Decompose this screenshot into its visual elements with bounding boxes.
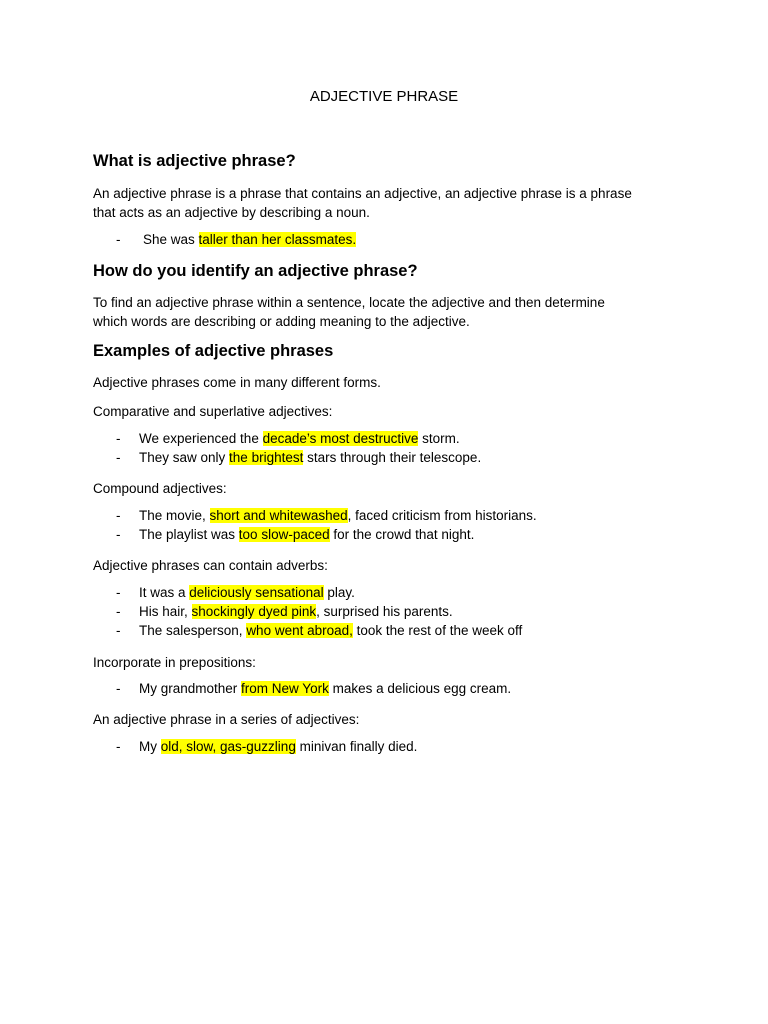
- bullet-dash: -: [116, 508, 121, 523]
- bullet-dash: -: [116, 232, 121, 247]
- group-label: Adjective phrases can contain adverbs:: [93, 558, 328, 573]
- heading-what-is: What is adjective phrase?: [93, 152, 296, 170]
- text-segment: makes a delicious egg cream.: [328, 681, 512, 696]
- heading-how-identify: How do you identify an adjective phrase?: [93, 262, 418, 280]
- list-item: [0, 604, 768, 624]
- list-item-text: [139, 431, 460, 446]
- list-item-text: [139, 623, 522, 638]
- list-item-text: [143, 232, 356, 247]
- text-segment: stars through their telescope.: [303, 450, 482, 465]
- text-segment: They saw only: [139, 450, 230, 465]
- group-label: Compound adjectives:: [93, 481, 227, 496]
- list-item-text: [139, 681, 511, 696]
- text-segment: His hair,: [139, 604, 192, 619]
- list-item: [0, 508, 768, 528]
- list-item-text: [139, 585, 355, 600]
- list-item-text: [139, 604, 453, 619]
- text-segment: My grandmother: [139, 681, 242, 696]
- group-label: Incorporate in prepositions:: [93, 655, 256, 670]
- list-item-text: [139, 508, 537, 523]
- list-item-text: [139, 527, 474, 542]
- group-label: An adjective phrase in a series of adjectives:: [93, 712, 360, 727]
- highlighted-phrase: taller than her classmates.: [198, 232, 357, 247]
- paragraph-definition: [93, 184, 632, 222]
- paragraph-line: To find an adjective phrase within a sentence, locate the adjective and then determine: [93, 295, 605, 310]
- highlighted-phrase: decade’s most destructive: [262, 431, 419, 446]
- list-item-text: [139, 450, 481, 465]
- bullet-dash: -: [116, 681, 121, 696]
- text-segment: took the rest of the week off: [352, 623, 523, 638]
- list-item: [0, 623, 768, 643]
- group-label: Comparative and superlative adjectives:: [93, 404, 333, 419]
- highlighted-phrase: short and whitewashed: [209, 508, 348, 523]
- heading-examples: Examples of adjective phrases: [93, 342, 334, 360]
- text-segment: She was: [143, 232, 199, 247]
- paragraph-intro: Adjective phrases come in many different forms.: [93, 375, 381, 390]
- paragraph-line: An adjective phrase is a phrase that contains an adjective, an adjective phrase is a phrase: [93, 186, 632, 201]
- list-item: [0, 431, 768, 451]
- text-segment: It was a: [139, 585, 190, 600]
- list-item: [0, 232, 768, 252]
- bullet-dash: -: [116, 585, 121, 600]
- highlighted-phrase: deliciously sensational: [189, 585, 324, 600]
- paragraph-line: that acts as an adjective by describing a noun.: [93, 205, 370, 220]
- text-segment: The playlist was: [139, 527, 239, 542]
- highlighted-phrase: old, slow, gas-guzzling: [160, 739, 296, 754]
- bullet-dash: -: [116, 623, 121, 638]
- text-segment: The salesperson,: [139, 623, 247, 638]
- text-segment: My: [139, 739, 161, 754]
- bullet-dash: -: [116, 527, 121, 542]
- highlighted-phrase: too slow-paced: [238, 527, 330, 542]
- text-segment: storm.: [418, 431, 460, 446]
- text-segment: for the crowd that night.: [329, 527, 475, 542]
- text-segment: minivan finally died.: [295, 739, 418, 754]
- text-segment: , faced criticism from historians.: [347, 508, 537, 523]
- text-segment: play.: [323, 585, 355, 600]
- list-item: [0, 585, 768, 605]
- text-segment: , surprised his parents.: [316, 604, 453, 619]
- highlighted-phrase: shockingly dyed pink: [191, 604, 317, 619]
- highlighted-phrase: from New York: [241, 681, 329, 696]
- bullet-dash: -: [116, 431, 121, 446]
- bullet-dash: -: [116, 604, 121, 619]
- text-segment: The movie,: [139, 508, 210, 523]
- bullet-dash: -: [116, 450, 121, 465]
- paragraph-line: which words are describing or adding meaning to the adjective.: [93, 314, 470, 329]
- paragraph-identify: [93, 293, 605, 331]
- highlighted-phrase: who went abroad,: [246, 623, 353, 638]
- bullet-dash: -: [116, 739, 121, 754]
- list-item: [0, 681, 768, 701]
- list-item-text: [139, 739, 417, 754]
- document-title: ADJECTIVE PHRASE: [309, 88, 459, 105]
- list-item: [0, 450, 768, 470]
- highlighted-phrase: the brightest: [229, 450, 304, 465]
- list-item: [0, 527, 768, 547]
- list-item: [0, 739, 768, 759]
- text-segment: We experienced the: [139, 431, 263, 446]
